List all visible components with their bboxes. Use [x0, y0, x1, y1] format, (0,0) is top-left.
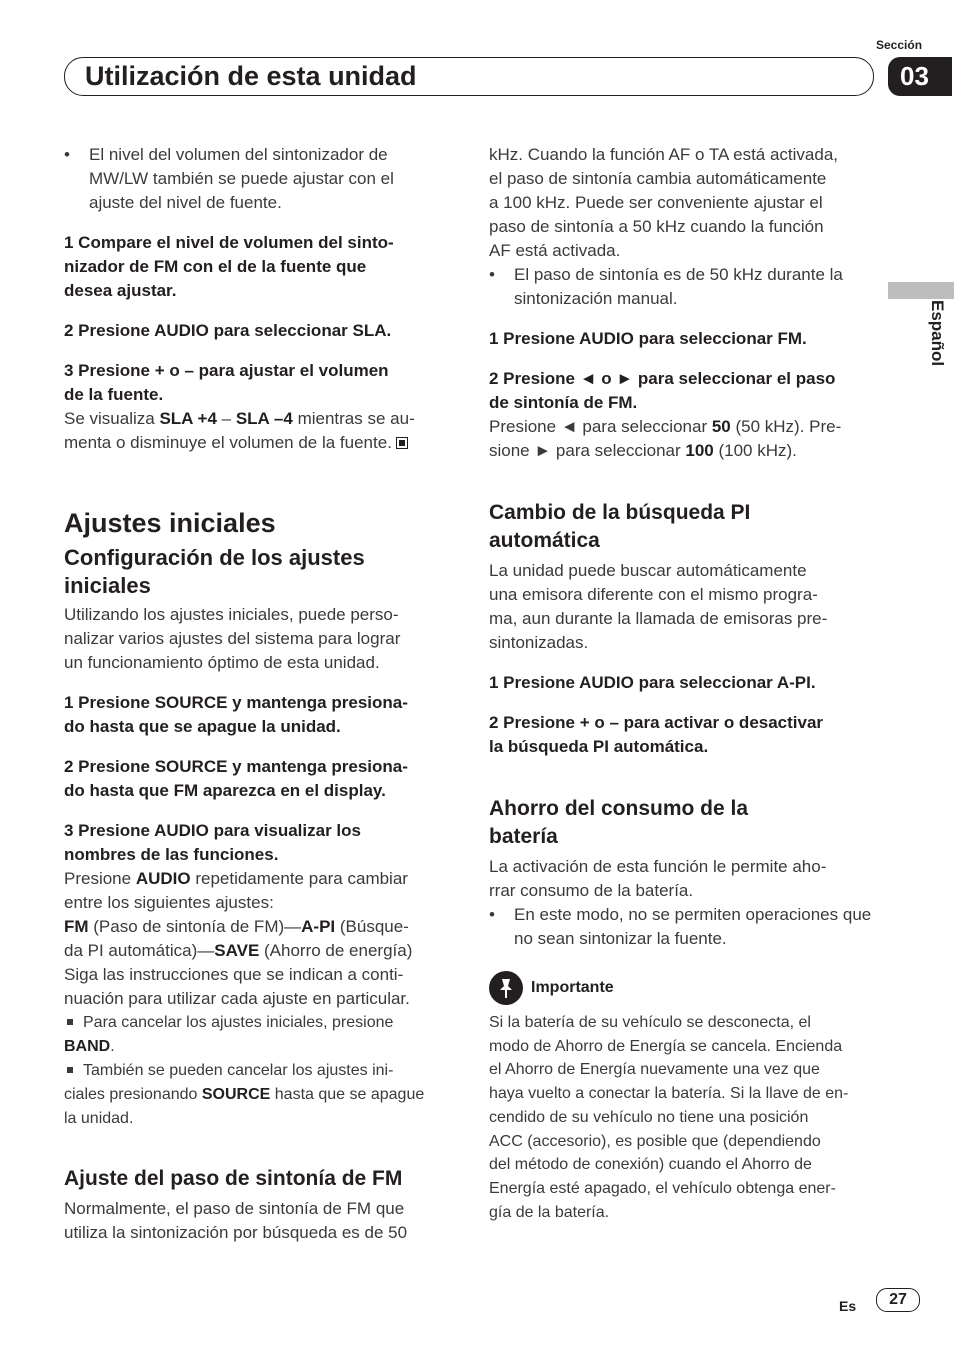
config-step-3: 3 Presione AUDIO para visualizar los nombres de las funciones.: [64, 821, 361, 864]
fm-step-2: 2 Presione ◄ o ► para seleccionar el paso de sintonía de FM.: [489, 369, 836, 412]
step-3: 3 Presione + o – para ajustar el volumen de la fuente.: [64, 361, 389, 404]
heading-ahorro: Ahorro del consumo de la batería: [489, 797, 749, 848]
important-header: [489, 971, 881, 1005]
important-icon: [489, 971, 523, 1005]
important-label: Importante: [531, 979, 614, 996]
note-2: También se pueden cancelar los ajustes ini- ciales presionando SOURCE hasta que se apague la unidad.: [64, 1062, 425, 1127]
pi-step-2: 2 Presione + o – para activar o desactivar la búsqueda PI automática.: [489, 713, 824, 756]
section-number: 03: [888, 57, 952, 96]
sla-text: Se visualiza SLA +4 – SLA –4 mientras se au- menta o disminuye el volumen de la fuente.: [64, 409, 415, 452]
heading-busqueda-pi: Cambio de la búsqueda PI automática: [489, 501, 751, 552]
ahorro-text: La activación de esta función le permite aho- rrar consumo de la batería.: [489, 857, 827, 900]
list-item: • En este modo, no se permiten operaciones que no sean sintonizar la fuente.: [489, 905, 872, 948]
press-audio-text: Presione AUDIO repetidamente para cambiar entre los siguientes ajustes:: [64, 869, 408, 912]
language-tab: Español: [928, 300, 947, 367]
heading-paso-fm: Ajuste del paso de sintonía de FM: [64, 1167, 403, 1190]
heading-ajustes-iniciales: Ajustes iniciales: [64, 508, 276, 538]
section-label: Sección: [876, 38, 923, 52]
heading-configuracion: Configuración de los ajustes iniciales: [64, 545, 365, 598]
end-mark-icon: [396, 437, 408, 449]
pin-icon: [496, 977, 516, 999]
fm-step-2-text: Presione ◄ para seleccionar 50 (50 kHz). Pre- sione ► para seleccionar 100 (100 kHz).: [489, 417, 842, 460]
list-item: • El nivel del volumen del sintonizador de MW/LW también se puede ajustar con el ajuste del nivel de fuente.: [64, 145, 394, 212]
paso-continued-text: kHz. Cuando la función AF o TA está activada, el paso de sintonía cambia automáticamente a 100 kHz. Puede ser conveniente ajustar el paso de sintonía a 50 kHz cuando la función AF está activada.: [489, 145, 839, 260]
settings-sequence: FM (Paso de sintonía de FM)—A-PI (Búsque- da PI automática)—SAVE (Ahorro de energía): [64, 917, 413, 960]
config-step-2: 2 Presione SOURCE y mantenga presiona- do hasta que FM aparezca en el display.: [64, 757, 408, 800]
config-step-1: 1 Presione SOURCE y mantenga presiona- do hasta que se apague la unidad.: [64, 693, 408, 736]
square-bullet-icon: [67, 1067, 73, 1073]
step-1: 1 Compare el nivel de volumen del sinto- nizador de FM con el de la fuente que desea ajustar.: [64, 233, 394, 300]
page-number: 27: [876, 1288, 920, 1312]
footer-language-code: Es: [839, 1298, 857, 1314]
follow-text: Siga las instrucciones que se indican a conti- nuación para utilizar cada ajuste en particular.: [64, 965, 410, 1008]
step-2: 2 Presione AUDIO para seleccionar SLA.: [64, 321, 392, 340]
important-text: Si la batería de su vehículo se desconecta, el modo de Ahorro de Energía se cancela. Encienda el Ahorro de Energía nuevamente una vez que haya vuelto a conectar la batería. Si la llave de en- cendido de su vehículo no tiene una posición ACC (accesorio), es posible que (dependiendo del método de conexión) cuando el Ahorro de Energía esté apagado, el vehículo obtenga ener- gía de la batería.: [489, 1014, 849, 1221]
paso-text: Normalmente, el paso de sintonía de FM que utiliza la sintonización por búsqueda es de 50: [64, 1199, 408, 1242]
left-column: [64, 143, 456, 1245]
note-1: Para cancelar los ajustes iniciales, presione BAND.: [64, 1014, 394, 1055]
pi-step-1: 1 Presione AUDIO para seleccionar A-PI.: [489, 673, 816, 692]
language-tab-bar: [888, 282, 954, 299]
fm-step-1: 1 Presione AUDIO para seleccionar FM.: [489, 329, 807, 348]
right-column: [489, 143, 881, 1224]
pi-text: La unidad puede buscar automáticamente una emisora diferente con el mismo progra- ma, aun durante la llamada de emisoras pre- sintonizadas.: [489, 561, 828, 652]
page-title: Utilización de esta unidad: [85, 61, 417, 91]
square-bullet-icon: [67, 1019, 73, 1025]
config-text: Utilizando los ajustes iniciales, puede perso- nalizar varios ajustes del sistema para lograr un funcionamiento óptimo de esta unidad.: [64, 605, 401, 672]
list-item: • El paso de sintonía es de 50 kHz durante la sintonización manual.: [489, 265, 843, 308]
